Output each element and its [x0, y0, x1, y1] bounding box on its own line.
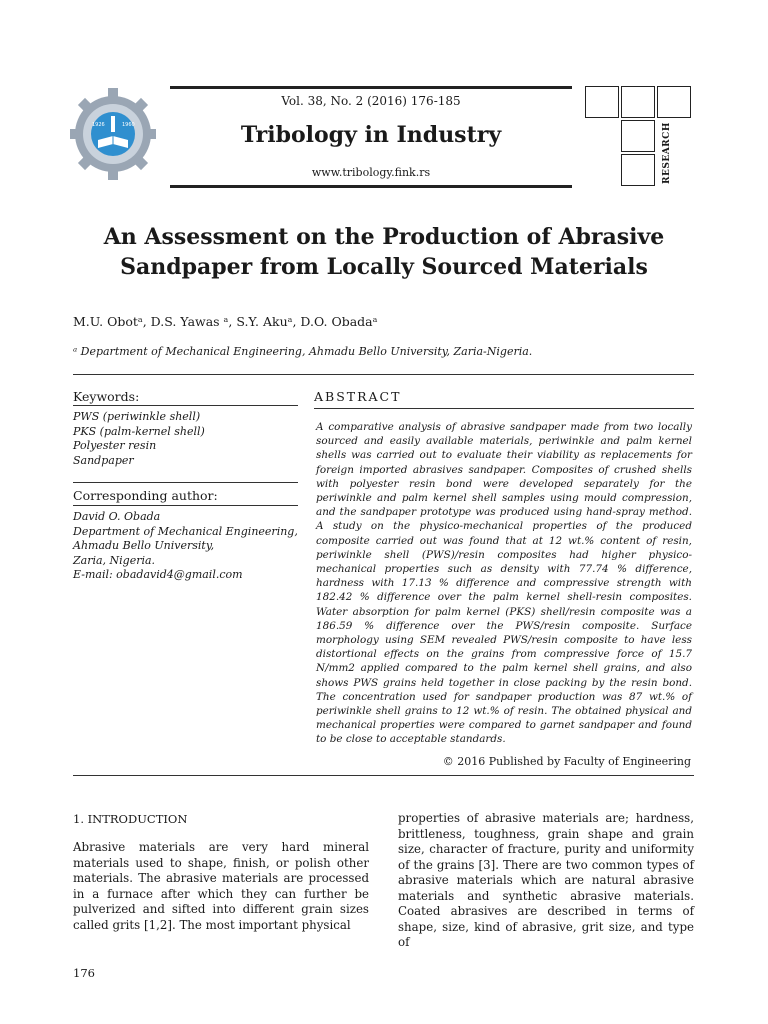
- keyword-item: Sandpaper: [73, 453, 134, 467]
- abstract-text: A comparative analysis of abrasive sandpaper made from two locally sourced and easily available materials, periwinkle and palm kernel shells was carried out to evaluate their viability as replacements for foreign imported abrasives sandpaper. Composites of crushed shells with polyester resin bond were developed separately for the periwinkle and palm kernel shell samples using mould compression, and the sandpaper prototype was produced using hand-spray method. A study on the physico-mechanical properties of the produced composite carried out was found that at 12 wt.% content of resin, periwinkle shell (PWS)/resin composites had higher physico-mechanical properties such as density with 77.74 % difference, hardness with 17.13 % difference and compressive strength with 182.42 % difference over the palm kernel shell-resin composites. Water absorption for palm kernel (PKS) shell/resin composite was a 186.59 % difference over the PWS/resin composite. Surface morphology using SEM revealed PWS/resin composite to have less distortional effects on the grains from compressive force of 15.7 N/mm2 applied compared to the palm kernel shell grains, and also shows PWS grains held together in close packing by the resin bond. The concentration used for sandpaper production was 87 wt.% of periwinkle shell grains to 12 wt.% of resin. The obtained physical and mechanical properties were compared to garnet sandpaper and found to be close to acceptable standards.: [316, 421, 692, 746]
- affiliation: ᵃ Department of Mechanical Engineering, Ahmadu Bello University, Zaria-Nigeria.: [73, 345, 533, 358]
- university-logo: [70, 84, 156, 186]
- title-line: Sandpaper from Locally Sourced Materials: [120, 254, 648, 280]
- article-title: [74, 222, 694, 282]
- title-line: An Assessment on the Production of Abrasive: [103, 224, 665, 250]
- author-name: David O. Obada: [73, 510, 161, 523]
- copyright: © 2016 Published by Faculty of Engineering: [442, 755, 691, 768]
- abstract-heading: ABSTRACT: [314, 389, 402, 404]
- journal-title: Tribology in Industry: [240, 122, 502, 148]
- corresponding-heading: Corresponding author:: [73, 488, 218, 503]
- divider: [73, 374, 694, 375]
- keyword-item: PWS (periwinkle shell): [73, 410, 201, 423]
- author-email[interactable]: E-mail: obadavid4@gmail.com: [73, 568, 243, 581]
- svg-text:1926: 1926: [92, 122, 105, 128]
- journal-url[interactable]: www.tribology.fink.rs: [311, 166, 431, 179]
- header-box: [657, 86, 691, 118]
- divider: [73, 482, 298, 483]
- section-label: RESEARCH: [662, 122, 672, 184]
- page-number: 176: [73, 966, 95, 980]
- header-rule-top: [170, 86, 572, 89]
- header-box: [621, 154, 655, 186]
- keyword-item: Polyester resin: [73, 439, 157, 452]
- header-box: [585, 86, 619, 118]
- header-box: [621, 86, 655, 118]
- divider: [73, 775, 694, 776]
- body-column-left: Abrasive materials are very hard mineral materials used to shape, finish, or polish other materials. The abrasive materials are processed in a furnace after which they can further be pulverized and sifted into different grain sizes called grits [1,2]. The most important physical: [73, 840, 369, 932]
- divider: [73, 505, 298, 506]
- divider: [314, 408, 694, 409]
- author-dept: Department of Mechanical Engineering,: [73, 524, 298, 538]
- header-box: [621, 120, 655, 152]
- corresponding-info: [73, 510, 298, 583]
- volume-info: Vol. 38, No. 2 (2016) 176-185: [281, 94, 461, 108]
- author-location: Zaria, Nigeria.: [73, 553, 156, 567]
- authors: M.U. Obotᵃ, D.S. Yawas ᵃ, S.Y. Akuᵃ, D.O. Obadaᵃ: [73, 314, 378, 329]
- divider: [73, 405, 298, 406]
- author-university: Ahmadu Bello University,: [73, 539, 215, 552]
- section-heading: 1. INTRODUCTION: [73, 812, 188, 826]
- svg-text:1960: 1960: [122, 122, 135, 128]
- body-column-right: properties of abrasive materials are; hardness, brittleness, toughness, grain shape and grain size, character of fracture, purity and uniformity of the grains [3]. There are two common types of abrasive materials which are natural abrasive materials and synthetic abrasive materials. Coated abrasives are described in terms of shape, size, kind of abrasive, grit size, and type of: [398, 811, 694, 949]
- header-rule-bottom: [170, 185, 572, 188]
- keyword-item: PKS (palm-kernel shell): [73, 424, 205, 438]
- keywords-list: [73, 410, 205, 468]
- keywords-heading: Keywords:: [73, 389, 140, 404]
